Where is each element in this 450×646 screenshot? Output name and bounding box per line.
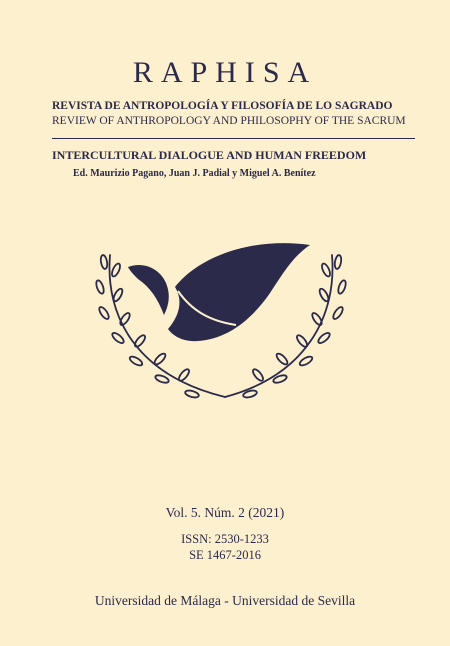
- volume-number: Vol. 5. Núm. 2 (2021): [165, 505, 285, 520]
- issue-title: INTERCULTURAL DIALOGUE AND HUMAN FREEDOM: [52, 148, 367, 162]
- journal-subtitle-spanish: REVISTA DE ANTROPOLOGÍA Y FILOSOFÍA DE LO SAGRADO: [52, 100, 393, 112]
- issn-number: ISSN: 2530-1233: [181, 532, 269, 546]
- publisher-line: Universidad de Málaga - Universidad de Sevilla: [94, 593, 356, 608]
- se-number: SE 1467-2016: [189, 548, 261, 562]
- dove-with-laurel-wreath-icon: [80, 225, 370, 415]
- journal-subtitle-english: REVIEW OF ANTHROPOLOGY AND PHILOSOPHY OF THE SACRUM: [52, 115, 406, 127]
- issue-editors: Ed. Maurizio Pagano, Juan J. Padial y Miguel A. Benítez: [73, 168, 316, 179]
- divider-rule: [52, 138, 415, 139]
- journal-title: RAPHISA: [132, 56, 318, 89]
- dove-body: [168, 243, 310, 341]
- dove-head: [128, 265, 169, 315]
